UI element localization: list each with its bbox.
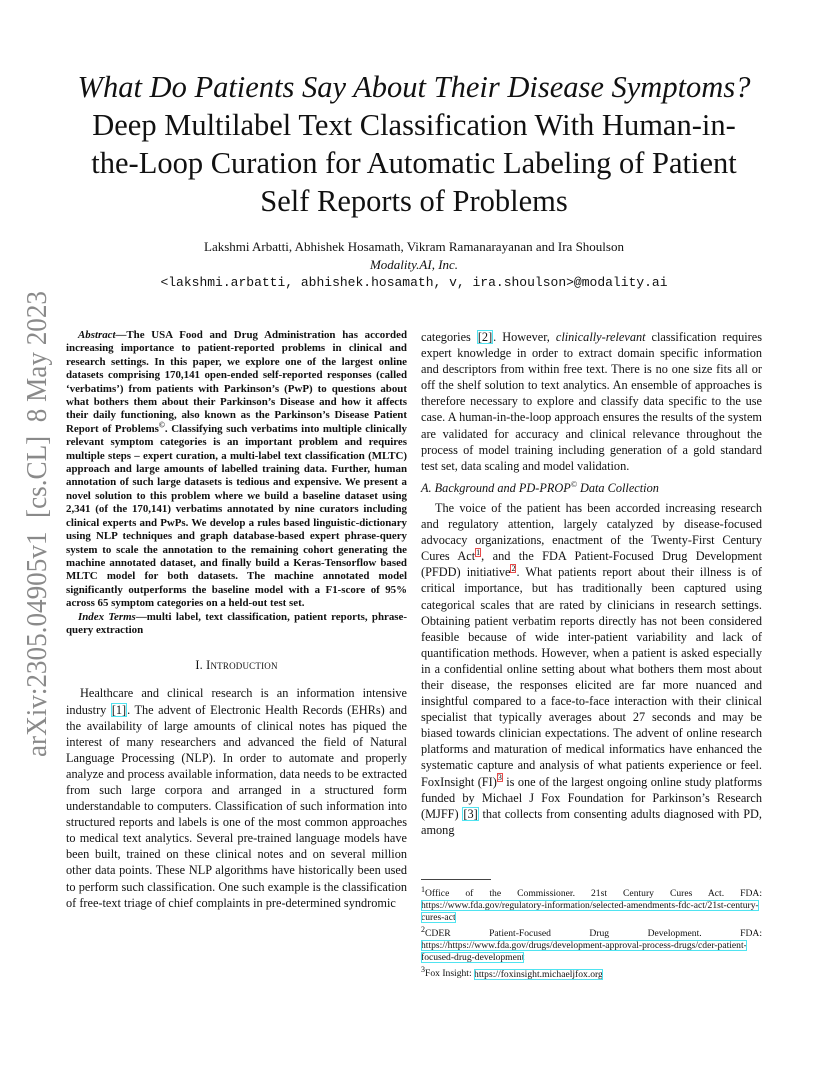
section-heading-introduction bbox=[66, 657, 407, 673]
index-terms-text: —multi label, text classification, patient reports, phrase-query extraction bbox=[66, 610, 407, 636]
footnote-1-link[interactable]: https://www.fda.gov/regulatory-information/selected-amendments-fdc-act/21st-century-cures-act bbox=[421, 900, 759, 924]
footnote-3-mark: 3 bbox=[421, 965, 425, 975]
footnote-2-mark: 2 bbox=[421, 925, 425, 935]
paper-title bbox=[70, 68, 758, 220]
citation-link[interactable]: [1] bbox=[111, 702, 127, 717]
arxiv-identifier-text: arXiv:2305.04905v1 [cs.CL] 8 May 2023 bbox=[22, 287, 53, 757]
left-column bbox=[66, 329, 407, 911]
intro-text-b: . The advent of Electronic Health Records (EHRs) and the availability of large amounts of clinical notes has piqued the interest of many researchers and advanced the field of Natural Language Processing (NLP). In order to automate and properly analyze and process available information, data needs to be extracted from such large corpora and arranged in a structured form understandable to computers. Classification of such information into structured reports and labels is one of the most common approaches to medical text analytics. Several pre-trained language models have been built, trained on these clinical notes and on several million other data points. These NLP algorithms have historically been used to perform such classification. One such example is the classification of free-text triage of chief complaints in pre-determined syndromic bbox=[66, 702, 407, 910]
footnote-3-link[interactable]: https://foxinsight.michaeljfox.org bbox=[474, 968, 603, 980]
subsection-text-a: A. Background and PD-PROP bbox=[421, 480, 571, 495]
title-italic-part: What Do Patients Say About Their Disease Symptoms? bbox=[77, 70, 751, 104]
footnote-rule bbox=[421, 879, 491, 880]
bg-text-e: that collects from consenting adults diagnosed with PD, among bbox=[421, 806, 762, 837]
bg-text-d: is one of the largest ongoing online study platforms funded by Michael J Fox Foundation for Parkinson’s Research (MJFF) bbox=[421, 774, 763, 821]
bg-text-b: , and the FDA Patient-Focused Drug Development (PFDD) initiative bbox=[421, 549, 762, 580]
footnotes bbox=[421, 884, 762, 981]
footnote-2-text: CDER Patient-Focused Drug Development. FDA: bbox=[425, 928, 762, 940]
right-text-b: . However, bbox=[493, 330, 556, 344]
intro-text-a: Healthcare and clinical research is an information intensive industry bbox=[66, 686, 407, 717]
bg-text-c: . What patients report about their illness is of critical importance, but has traditionally been captured using categorical scales that are rated by clinicians in research settings. Obtaining patient verbatim reports directly has not been considered feasible because of wide inter-patient variability and lack of quantification methods. However, when a patient is asked especially in a confidential online setting about what bothers them most about their disease, the responses elicited are far more nuanced and insightful compared to a face-to-face interaction with their clinical specialist that typically averages about 27 seconds and may be biased towards clinician expectations. The advent of online research platforms and maturation of medical informatics have enhanced the systematic capture and analysis of what patients experience or feel. FoxInsight (FI) bbox=[421, 565, 762, 789]
footnote-1 bbox=[421, 884, 762, 924]
subsection-heading bbox=[421, 480, 762, 496]
right-text-a: categories bbox=[421, 330, 477, 344]
section-title: Introduction bbox=[206, 658, 278, 673]
footnote-marker-3[interactable]: 3 bbox=[497, 773, 502, 783]
footnote-2 bbox=[421, 924, 762, 964]
citation-link[interactable]: [2] bbox=[477, 330, 493, 344]
citation-link[interactable]: [3] bbox=[463, 806, 478, 821]
emphasis-text: clinically-relevant bbox=[555, 330, 646, 344]
bg-text-a: The voice of the patient has been accorded increasing research and regulatory attention, largely catalyzed by disease-focused advocacy organizations, enactment of the Twenty-First Century Cures Act bbox=[421, 500, 762, 564]
arxiv-identifier-stamp bbox=[8, 287, 60, 757]
background-paragraph bbox=[421, 500, 762, 838]
right-column bbox=[421, 329, 762, 838]
footnote-3-text: Fox Insight: bbox=[425, 968, 475, 980]
footnote-1-text: Office of the Commissioner. 21st Century Cures Act. FDA: bbox=[425, 888, 762, 900]
intro-paragraph bbox=[66, 685, 407, 910]
author-list: Lakshmi Arbatti, Abhishek Hosamath, Vikram Ramanarayanan and Ira Shoulson bbox=[204, 239, 624, 254]
copyright-mark: © bbox=[570, 479, 577, 489]
abstract-lead: Abstract bbox=[78, 329, 116, 341]
right-text-c: classification requires expert knowledge in order to extract domain specific information and descriptors from within free text. There is no one size fits all or off the shelf solution to text analytics. An ensemble of approaches is therefore necessary to explore and classify data specific to the use case. A human-in-the-loop approach ensures the results of the system are validated for accuracy and clinical relevance throughout the process of model training including generation of a gold standard test set, data scaling and model validation. bbox=[421, 330, 762, 473]
abstract bbox=[66, 329, 407, 611]
footnote-1-mark: 1 bbox=[421, 885, 425, 894]
index-terms bbox=[66, 611, 407, 638]
copyright-mark: © bbox=[158, 420, 165, 430]
continued-paragraph bbox=[421, 329, 762, 474]
abstract-text-b: . Classifying such verbatims into multiple clinically relevant symptom categories is an important problem and requires multiple steps – expert curation, a multi-label text classification (MLTC) approach and large amounts of labelled training data. Further, human annotation of such large datasets is tedious and expensive. We present a novel solution to this problem where we build a baseline dataset using 2,341 (of the 170,141) verbatims annotated by nine curators including clinical experts and PwPs. We develop a rules based linguistic-dictionary using NLP techniques and graph database-based expert phrase-query system to scale the annotation to the remaining cohort generating the machine annotated dataset, and finally build a Keras-Tensorflow based MLTC model for both datasets. The machine annotated model significantly outperforms the baseline model with a F1-score of 95% across 65 symptom categories on a held-out test set. bbox=[66, 422, 407, 610]
subsection-text-b: Data Collection bbox=[576, 480, 659, 495]
section-number: I. bbox=[195, 658, 207, 673]
author-emails: <lakshmi.arbatti, abhishek.hosamath, v, ira.shoulson>@modality.ai bbox=[160, 275, 668, 290]
footnote-marker-2[interactable]: 2 bbox=[511, 564, 516, 574]
affiliation: Modality.AI, Inc. bbox=[369, 257, 459, 272]
footnote-marker-1[interactable]: 1 bbox=[476, 548, 481, 558]
index-terms-lead: Index Terms bbox=[78, 610, 136, 623]
footnote-2-link[interactable]: https://https://www.fda.gov/drugs/development-approval-process-drugs/cder-patient-focused-drug-development bbox=[421, 940, 747, 964]
footnote-3 bbox=[421, 964, 762, 980]
abstract-text-a: —The USA Food and Drug Administration has accorded increasing importance to patient-reported problems in clinical and research settings. In this paper, we explore one of the largest online datasets comprising 170,141 open-ended self-reported responses (called ‘verbatims’) from patients with Parkinson’s (PwP) to questions about what bothers them about their Parkinson’s Disease and how it affects their daily functioning, also known as the Parkinson’s Disease Patient Report of Problems bbox=[66, 329, 407, 435]
title-rest: Deep Multilabel Text Classification With Human-in-the-Loop Curation for Automatic Labeling of Patient Self Reports of Problems bbox=[91, 108, 737, 218]
